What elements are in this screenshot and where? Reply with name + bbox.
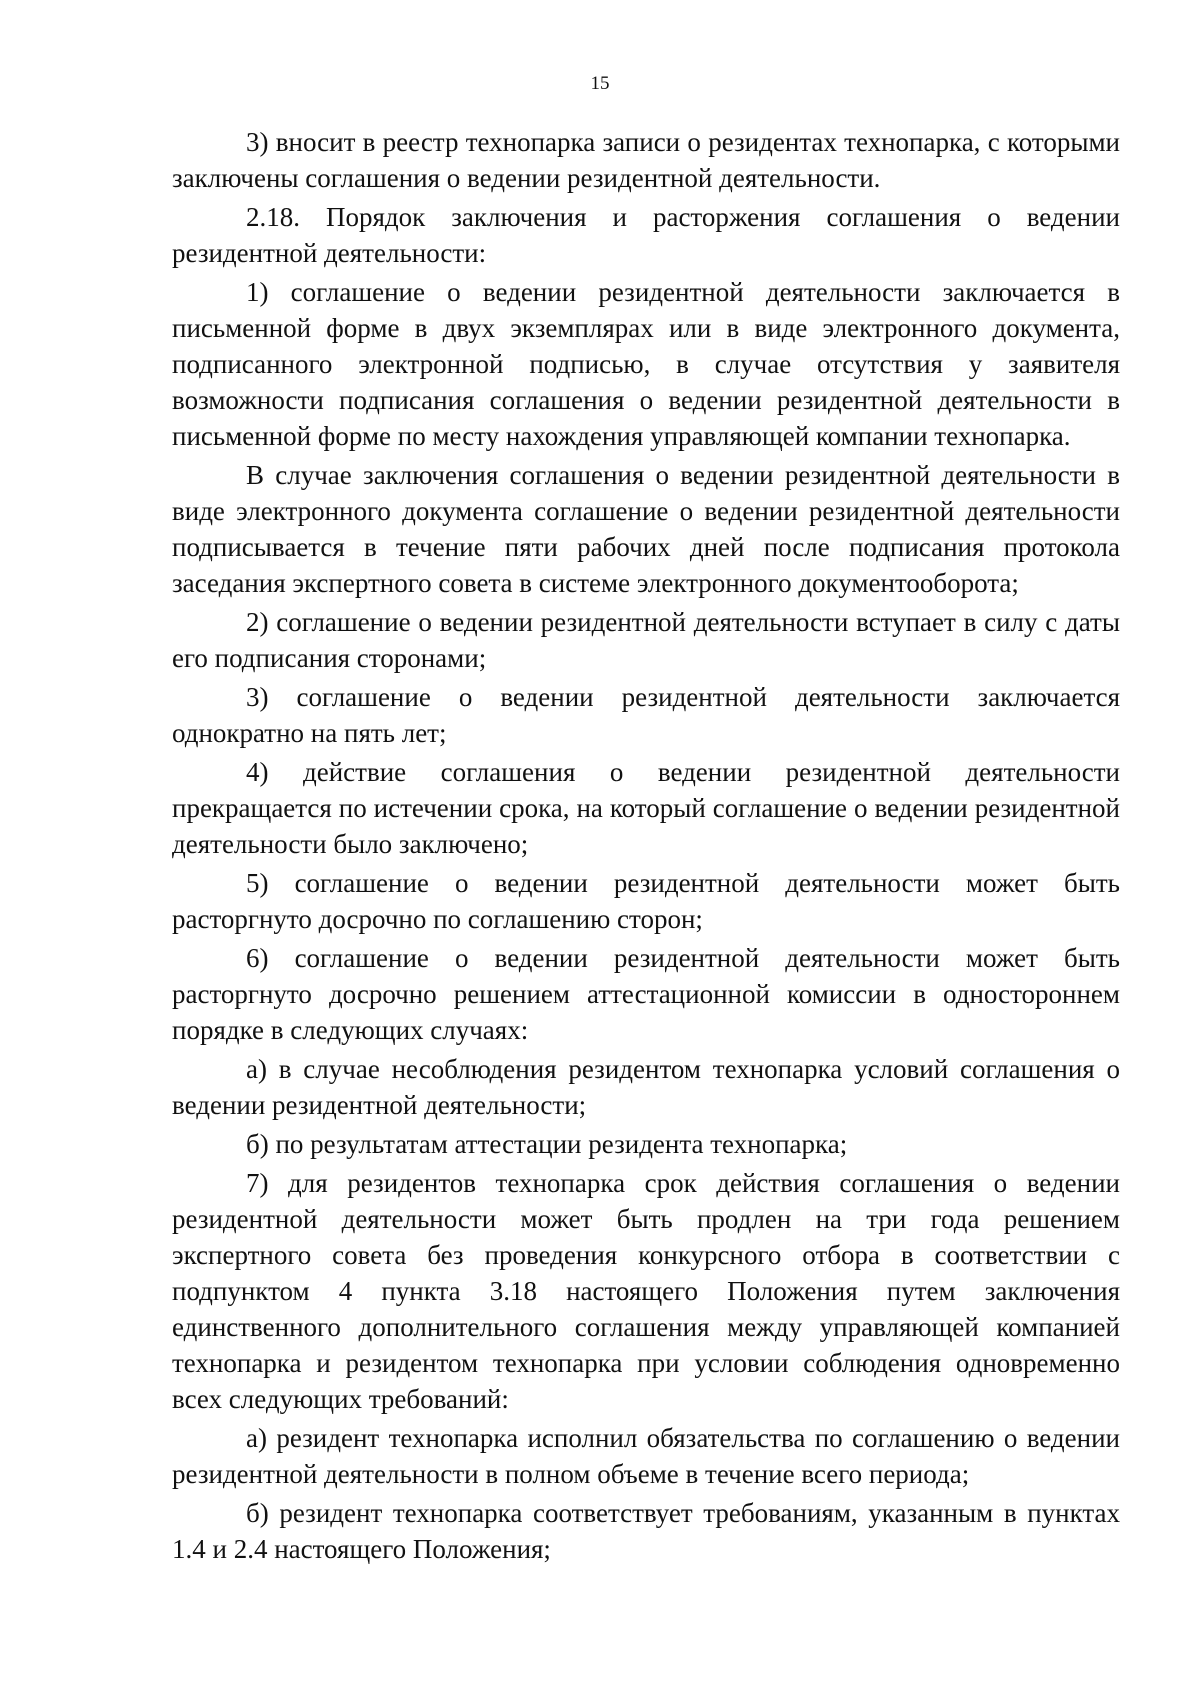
paragraph-item-2-effective: 2) соглашение о ведении резидентной деятельности вступает в силу с даты его подписания сторонами; [172,607,1120,673]
paragraph-section-2-18: 2.18. Порядок заключения и расторжения соглашения о ведении резидентной деятельности: [172,202,1120,268]
page-number: 15 [590,73,610,94]
paragraph-electronic-document: В случае заключения соглашения о ведении резидентной деятельности в виде электронного документа соглашение о ведении резидентной деятельности подписывается в течение пяти рабочих дней после подписания протокола заседания экспертного совета в системе электронного документооборота; [172,460,1120,598]
paragraph-subitem-a-obligations: а) резидент технопарка исполнил обязательства по соглашению о ведении резидентной деятельности в полном объеме в течение всего периода; [172,1423,1120,1489]
paragraph-subitem-b-requirements: б) резидент технопарка соответствует требованиям, указанным в пунктах 1.4 и 2.4 настоящего Положения; [172,1498,1120,1564]
paragraph-item-3-registry: 3) вносит в реестр технопарка записи о резидентах технопарка, с которыми заключены соглашения о ведении резидентной деятельности. [172,127,1120,193]
paragraph-item-6-unilateral-termination: 6) соглашение о ведении резидентной деятельности может быть расторгнуто досрочно решением аттестационной комиссии в одностороннем порядке в следующих случаях: [172,943,1120,1045]
paragraph-item-3-term: 3) соглашение о ведении резидентной деятельности заключается однократно на пять лет; [172,682,1120,748]
paragraph-item-5-mutual-termination: 5) соглашение о ведении резидентной деятельности может быть расторгнуто досрочно по соглашению сторон; [172,868,1120,934]
paragraph-subitem-b-attestation: б) по результатам аттестации резидента технопарка; [246,1129,848,1159]
paragraph-item-7-extension: 7) для резидентов технопарка срок действия соглашения о ведении резидентной деятельности может быть продлен на три года решением экспертного совета без проведения конкурсного отбора в соответствии с подпунктом 4 пункта 3.18 настоящего Положения путем заключения единственного дополнительного соглашения между управляющей компанией технопарка и резидентом технопарка при условии соблюдения одновременно всех следующих требований: [172,1168,1120,1414]
paragraph-item-1-conclusion: 1) соглашение о ведении резидентной деятельности заключается в письменной форме в двух экземплярах или в виде электронного документа, подписанного электронной подписью, в случае отсутствия у заявителя возможности подписания соглашения о ведении резидентной деятельности в письменной форме по месту нахождения управляющей компании технопарка. [172,277,1120,451]
document-body [172,124,1120,1570]
paragraph-subitem-a-noncompliance: а) в случае несоблюдения резидентом технопарка условий соглашения о ведении резидентной деятельности; [172,1054,1120,1120]
paragraph-item-4-expiry: 4) действие соглашения о ведении резидентной деятельности прекращается по истечении срока, на который соглашение о ведении резидентной деятельности было заключено; [172,757,1120,859]
